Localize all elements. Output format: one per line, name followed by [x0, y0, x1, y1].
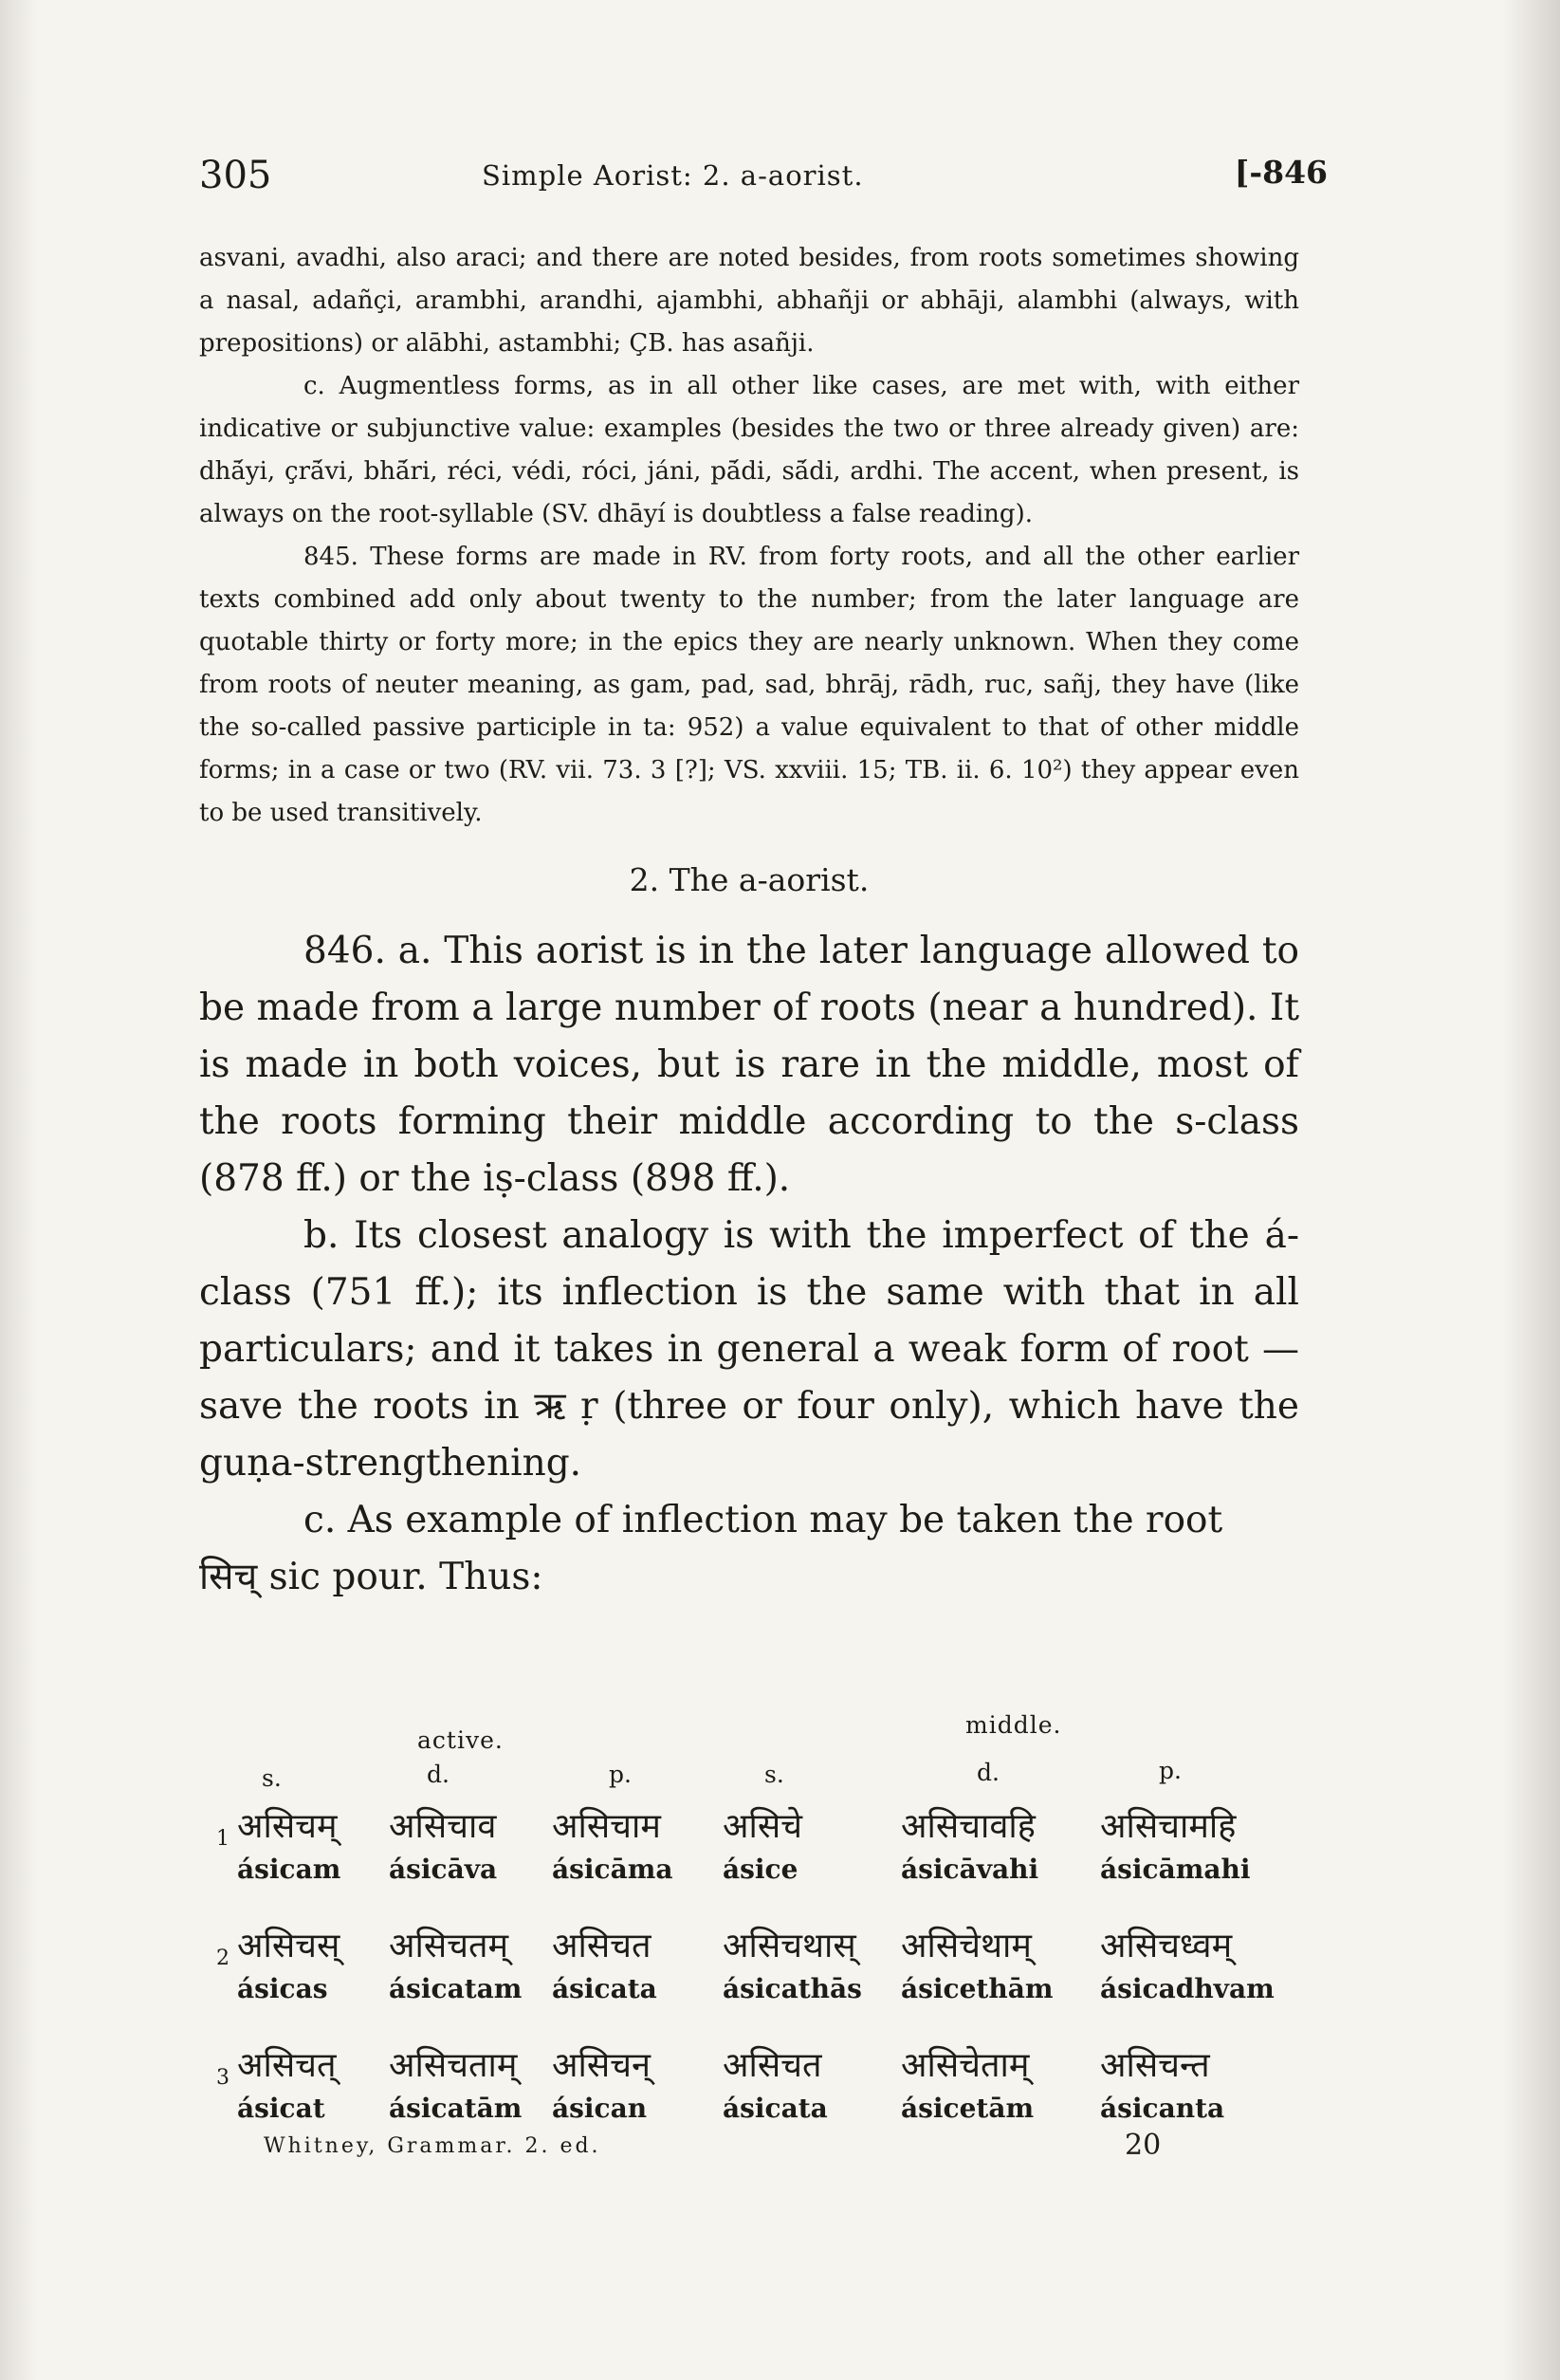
section-heading: 2. The a-aorist. [629, 861, 870, 898]
form-cell [901, 1800, 1119, 1885]
form-cell [1100, 1920, 1318, 2004]
form-cell [901, 1920, 1119, 2004]
transliteration: ásicāvahi [901, 1854, 1039, 1885]
devanagari-form: असिचाम [552, 1807, 661, 1846]
transliteration: ásicāva [389, 1854, 498, 1885]
devanagari-form: असिचेथाम् [901, 1927, 1032, 1965]
person-number: 2 [216, 1946, 229, 1970]
form-cell [1100, 1800, 1318, 1885]
devanagari-form: असिचत [552, 1927, 652, 1965]
transliteration: ásicatam [389, 1973, 523, 2004]
devanagari-form: असिचत् [237, 2046, 337, 2085]
transliteration: ásicathās [723, 1973, 862, 2004]
paragraph-846b: b. Its closest analogy is with the imperfect of the á-class (751 ff.); its inflection is the same with that in all particulars; and it takes in general a weak form of root — save the roots in ऋ ṛ (three or four only), which have the guṇa-strengthening. [199, 1214, 1299, 1485]
devanagari-form: असिचामहि [1100, 1807, 1237, 1846]
transliteration: ásicāmahi [1100, 1854, 1251, 1885]
scan-shadow-right [1503, 0, 1560, 2380]
sheet-number: 20 [1125, 2129, 1162, 2162]
page-footer [264, 2129, 1212, 2162]
page-number: 305 [199, 154, 272, 197]
paragraph-846c: c. As example of inflection may be taken the root [303, 1499, 1223, 1541]
devanagari-form: असिचथास् [723, 1927, 856, 1965]
devanagari-form: असिचम् [237, 1807, 338, 1846]
paragraph-continuation: asvani, avadhi, also araci; and there are noted besides, from roots sometimes showing a nasal, adañçi, arambhi, arandhi, ajambhi, abhañji or abhāji, alambhi (always, with prepositions) or alābhi, astambhi; ÇB. has asañji. [199, 244, 1299, 358]
devanagari-form: असिचस् [237, 1927, 340, 1965]
devanagari-form: असिचाव [389, 1807, 497, 1846]
devanagari-form: असिचताम् [389, 2046, 518, 2085]
column-header: s. [764, 1761, 784, 1788]
voice-label-middle: middle. [965, 1711, 1062, 1739]
paragraph-846c-root: सिच् sic pour. Thus: [199, 1556, 543, 1598]
column-header: s. [262, 1764, 282, 1792]
transliteration: ásicadhvam [1100, 1973, 1275, 2004]
devanagari-form: असिचतम् [389, 1927, 509, 1965]
devanagari-form: असिचत [723, 2046, 822, 2085]
person-number: 3 [216, 2066, 229, 2090]
person-number: 1 [216, 1827, 229, 1851]
column-header: p. [609, 1761, 632, 1788]
page-header [199, 154, 1328, 211]
form-cell [1100, 2039, 1318, 2124]
transliteration: ásicam [237, 1854, 341, 1885]
column-header: d. [427, 1761, 450, 1788]
devanagari-form: असिचे [723, 1807, 803, 1846]
table-row [199, 1920, 1337, 2034]
column-header: d. [977, 1759, 1000, 1786]
running-title: Simple Aorist: 2. a-aorist. [482, 159, 864, 192]
transliteration: ásicat [237, 2093, 325, 2124]
transliteration: ásicetām [901, 2093, 1035, 2124]
devanagari-form: असिचध्वम् [1100, 1927, 1233, 1965]
transliteration: ásicethām [901, 1973, 1054, 2004]
transliteration: ásicāma [552, 1854, 673, 1885]
paragraph-augmentless: c. Augmentless forms, as in all other like cases, are met with, with either indicative or subjunctive value: examples (besides the two or three already given) are: dhā́yi, çrā́vi, bhā́ri, réci, védi, róci, jáni, pā́di, sā́di, ardhi. The accent, when present, is always on the root-syllable (SV. dhāyí is doubtless a false reading). [199, 372, 1299, 528]
scan-shadow-left [0, 0, 38, 2380]
voice-label-active: active. [417, 1726, 504, 1754]
transliteration: ásicata [723, 2093, 828, 2124]
paragraph-845: 845. These forms are made in RV. from forty roots, and all the other earlier texts combined add only about twenty to the number; from the later language are quotable thirty or forty more; in the epics they are nearly unknown. When they come from roots of neuter meaning, as gam, pad, sad, bhrāj, rādh, ruc, sañj, they have (like the so-called passive participle in ta: 952) a value equivalent to that of other middle forms; in a case or two (RV. vii. 73. 3 [?]; VS. xxviii. 15; TB. ii. 6. 10²) they appear even to be used transitively. [199, 543, 1299, 827]
devanagari-form: असिचन्त [1100, 2046, 1210, 2085]
transliteration: ásicanta [1100, 2093, 1225, 2124]
devanagari-form: असिचावहि [901, 1807, 1036, 1846]
table-row [199, 1800, 1337, 1914]
column-header: p. [1159, 1757, 1182, 1784]
signature-mark: Whitney, Grammar. 2. ed. [264, 2134, 601, 2158]
paragraph-846a: 846. a. This aorist is in the later language allowed to be made from a large number of roots (near a hundred). It is made in both voices, but is rare in the middle, most of the roots forming their middle according to the s-class (878 ff.) or the iṣ-class (898 ff.). [199, 930, 1299, 1200]
section-reference: [-846 [1234, 154, 1328, 191]
devanagari-form: असिचेताम् [901, 2046, 1030, 2085]
transliteration: ásicatām [389, 2093, 523, 2124]
transliteration: ásican [552, 2093, 648, 2124]
transliteration: ásicata [552, 1973, 657, 2004]
devanagari-form: असिचन् [552, 2046, 652, 2085]
page-body [199, 237, 1299, 1606]
transliteration: ásice [723, 1854, 798, 1885]
form-cell [901, 2039, 1119, 2124]
transliteration: ásicas [237, 1973, 328, 2004]
